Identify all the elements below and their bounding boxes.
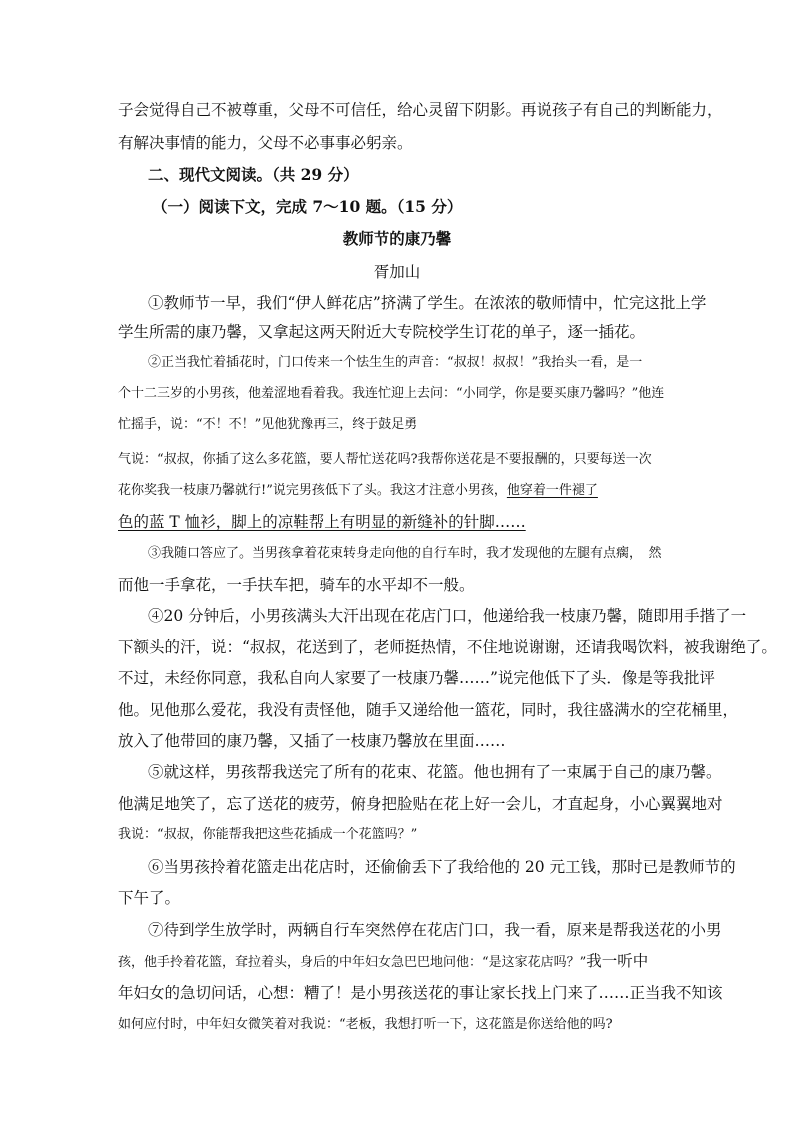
sub-heading: （一）阅读下文，完成 7～10 题。（15 分） bbox=[152, 197, 463, 216]
text-line: 有解决事情的能力，父母不必事事必躬亲。 bbox=[118, 134, 413, 152]
text-line: 气说：“叔叔，你插了这么多花篮，要人帮忙送花吗?我帮你送花是不要报酬的，只要每送一次 bbox=[118, 452, 652, 467]
text-line: ④20 分钟后，小男孩满头大汗出现在花店门口，他递给我一枝康乃馨，随即用手揩了一 bbox=[148, 607, 747, 625]
text-line: ⑤就这样，男孩帮我送完了所有的花束、花篮。他也拥有了一束属于自己的康乃馨。 bbox=[148, 763, 722, 781]
text-line: 个十二三岁的小男孩，他羞涩地看着我。我连忙迎上去问：“小同学，你是要买康乃馨吗？”他连 bbox=[118, 386, 665, 401]
article-author: 胥加山 bbox=[373, 263, 421, 281]
text-line bbox=[118, 951, 648, 973]
underlined-text: 色的蓝 T 恤衫，脚上的凉鞋帮上有明显的新缝补的针脚…… bbox=[118, 513, 526, 531]
text-line: 忙摇手，说：“不！不！”见他犹豫再三，终于鼓足勇 bbox=[118, 417, 418, 432]
article-title: 教师节的康乃馨 bbox=[342, 229, 452, 248]
text-line: 如何应付时，中年妇女微笑着对我说：“老板，我想打听一下，这花篮是你送给他的吗? bbox=[118, 1017, 613, 1032]
text-line: ②正当我忙着插花时，门口传来一个怯生生的声音：“叔叔！叔叔！”我抬头一看，是一 bbox=[148, 355, 643, 370]
text-segment: 我一听中 bbox=[586, 952, 649, 970]
text-line: ①教师节一早，我们“伊人鲜花店”挤满了学生。在浓浓的敬师情中，忙完这批上学 bbox=[148, 294, 707, 312]
text-line: 他满足地笑了，忘了送花的疲劳，俯身把脸贴在花上好一会儿，才直起身，小心翼翼地对 bbox=[118, 795, 723, 813]
text-line: ⑥当男孩拎着花篮走出花店时，还偷偷丢下了我给他的 20 元工钱，那时已是教师节的 bbox=[148, 858, 736, 876]
text-line: 年妇女的急切问话，心想：糟了！是小男孩送花的事让家长找上门来了……正当我不知该 bbox=[118, 984, 723, 1002]
text-line bbox=[118, 481, 598, 501]
text-line: 学生所需的康乃馨，又拿起这两天附近大专院校学生订花的单子，逐一插花。 bbox=[118, 323, 646, 341]
text-segment: 孩，他手拎着花篮，耷拉着头，身后的中年妇女急巴巴地问他：“是这家花店吗？” bbox=[118, 955, 587, 970]
text-line: 不过，未经你同意，我私自向人家要了一枝康乃馨……”说完他低下了头．像是等我批评 bbox=[118, 669, 715, 687]
underlined-text: 他穿着一件褪了 bbox=[506, 483, 598, 498]
text-line: ⑦待到学生放学时，两辆自行车突然停在花店门口，我一看，原来是帮我送花的小男 bbox=[148, 921, 722, 939]
text-line: 而他一手拿花，一手扶车把，骑车的水平却不一般。 bbox=[118, 576, 475, 594]
section-heading: 二、现代文阅读。（共 29 分） bbox=[148, 165, 359, 184]
text-line: 下午了。 bbox=[118, 889, 181, 907]
text-line: 下额头的汗，说：“叔叔，花送到了，老师挺热情，不住地说谢谢，还请我喝饮料，被我谢绝了。 bbox=[118, 638, 777, 656]
text-line: ③我随口答应了。当男孩拿着花束转身走向他的自行车时，我才发现他的左腿有点瘸， 然 bbox=[148, 546, 662, 561]
text-line: 我说：“叔叔，你能帮我把这些花插成一个花篮吗？” bbox=[118, 827, 418, 842]
text-line: 放入了他带回的康乃馨，又插了一枝康乃馨放在里面…… bbox=[118, 732, 506, 750]
text-line: 他。见他那么爱花，我没有责怪他，随手又递给他一篮花，同时，我往盛满水的空花桶里， bbox=[118, 701, 739, 719]
text-segment: 花你奖我一枝康乃馨就行!”说完男孩低下了头。我这才注意小男孩， bbox=[118, 483, 507, 498]
text-line: 子会觉得自己不被尊重，父母不可信任，给心灵留下阴影。再说孩子有自己的判断能力， bbox=[118, 101, 723, 119]
